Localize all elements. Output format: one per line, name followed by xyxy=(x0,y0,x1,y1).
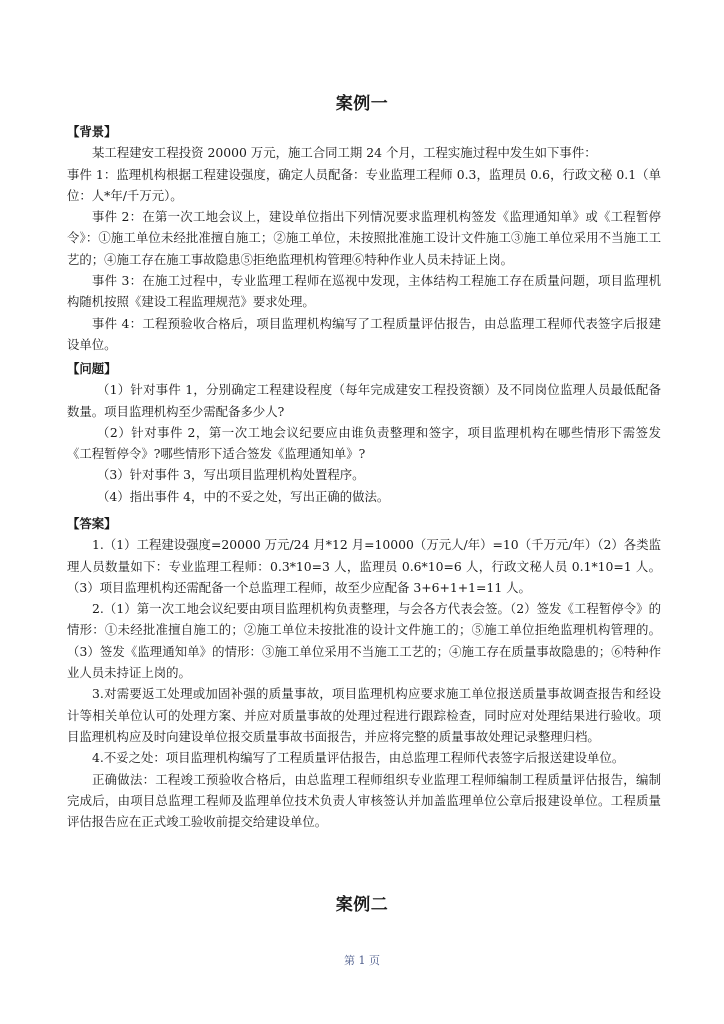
question-4: （4）指出事件 4，中的不妥之处，写出正确的做法。 xyxy=(97,488,390,504)
questions-heading: 【问题】 xyxy=(67,361,117,376)
event-1-paragraph: 事件 1：监理机构根据工程建设强度，确定人员配备：专业监理工程师 0.3，监理员 0.6，行政文秘 0.1（单位：人*年/千万元）。 xyxy=(67,166,661,203)
background-heading: 【背景】 xyxy=(67,124,117,139)
answer-2: 2.（1）第一次工地会议纪要由项目监理机构负责整理，与会各方代表会签。（2）签发《工程暂停令》的情形：①未经批准擅自施工的；②施工单位未按批准的设计文件施工的；⑤施工单位拒绝监理机构管理的。（3）签发《监理通知单》的情形：③施工单位采用不当施工工艺的；④施工存在质量事故隐患的；⑥特种作业人员未持证上岗的。 xyxy=(67,601,661,681)
question-3: （3）针对事件 3，写出项目监理机构处置程序。 xyxy=(97,467,365,483)
correct-practice: 正确做法：工程竣工预验收合格后，由总监理工程师组织专业监理工程师编制工程质量评估报告，编制完成后，由项目总监理工程师及监理单位技术负责人审核签认并加盖监理单位公章后报建设单位。工程质量评估报告应在正式竣工验收前提交给建设单位。 xyxy=(67,771,661,830)
event-4-paragraph: 事件 4：工程预验收合格后，项目监理机构编写了工程质量评估报告，由总监理工程师代表签字后报建设单位。 xyxy=(67,315,661,352)
event-3-paragraph: 事件 3：在施工过程中，专业监理工程师在巡视中发现，主体结构工程施工存在质量问题，项目监理机构随机按照《建设工程监理规范》要求处理。 xyxy=(67,273,661,310)
answer-3: 3.对需要返工处理或加固补强的质量事故，项目监理机构应要求施工单位报送质量事故调查报告和经设计等相关单位认可的处理方案、并应对质量事故的处理过程进行跟踪检查，同时应对处理结果进行验收。项目监理机构应及时向建设单位报交质量事故书面报告，并应将完整的质量事故处理记录整理归档。 xyxy=(67,686,661,744)
event-2-paragraph: 事件 2：在第一次工地会议上，建设单位指出下列情况要求监理机构签发《监理通知单》或《工程暂停令》：①施工单位未经批准擅自施工；②施工单位，未按照批准施工设计文件施工③施工单位采用不当施工工艺的；④施工存在施工事故隐患⑤拒绝监理机构管理⑥特种作业人员未持证上岗。 xyxy=(67,209,661,267)
answer-4: 4.不妥之处：项目监理机构编写了工程质量评估报告，由总监理工程师代表签字后报送建设单位。 xyxy=(92,750,625,766)
answers-section xyxy=(67,513,661,832)
questions-section xyxy=(67,358,661,507)
background-intro: 某工程建安工程投资 20000 万元，施工合同工期 24 个月，工程实施过程中发生如下事件： xyxy=(92,145,597,161)
page-number: 第 1 页 xyxy=(344,954,380,967)
question-1: （1）针对事件 1，分别确定工程建设程度（每年完成建安工程投资额）及不同岗位监理人员最低配备数量。项目监理机构至少需配备多少人? xyxy=(67,382,661,419)
case-one-title: 案例一 xyxy=(335,94,389,114)
background-section xyxy=(67,121,661,355)
question-2: （2）针对事件 2，第一次工地会议纪要应由谁负责整理和签字，项目监理机构在哪些情形下需签发《工程暂停令》?哪些情形下适合签发《监理通知单》? xyxy=(67,424,661,462)
case-two-title: 案例二 xyxy=(335,895,389,915)
answers-heading: 【答案】 xyxy=(67,516,117,531)
answer-1: 1.（1）工程建设强度=20000 万元/24 月*12 月=10000（万元人/年）=10（千万元/年）（2）各类监理人员数量如下：专业监理工程师：0.3*10=3 人，监理员 0.6*10=6 人，行政文秘人员 0.1*10=1 人。（3）项目监理机构还需配备一个总监理工程师，故至少应配备 3+6+1+1=11 人。 xyxy=(67,537,661,595)
